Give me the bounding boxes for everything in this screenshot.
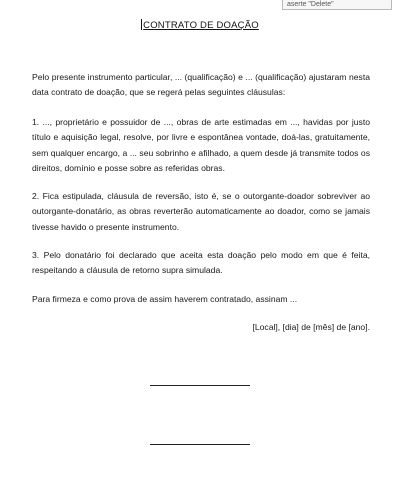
signature-line <box>150 385 250 386</box>
clause-1-paragraph[interactable]: 1. ..., proprietário e possuidor de ..., obras de arte estimadas em ..., havidas por justo título e aquisição legal, resolve, por livre e espontânea vontade, doá-las, gratuitamente, sem qualquer encargo, a ... seu sobrinho e afilhado, a quem desde já transmite todos os direitos, domínio e posse sobre as referidas obras. <box>32 117 370 174</box>
document-title-text: CONTRATO DE DOAÇÃO <box>143 20 259 31</box>
place-date-line[interactable]: [Local], [dia] de [mês] de [ano]. <box>252 322 370 332</box>
signature-line <box>150 444 250 445</box>
margin-comment-line: aserte "Delete" <box>287 1 334 8</box>
document-title[interactable] <box>0 19 400 31</box>
clause-3-paragraph[interactable]: 3. Pelo donatário foi declarado que aceita esta doação pelo modo em que é feita, respeitando a cláusula de retorno supra simulada. <box>32 250 370 276</box>
text-cursor <box>141 19 142 30</box>
clause-2-paragraph[interactable]: 2. Fica estipulada, cláusula de reversão, isto é, se o outorgante-doador sobreviver ao outorgante-donatário, as obras reverterão automaticamente ao doador, como se jamais tivesse havido o presente instrumento. <box>32 191 370 232</box>
margin-comment[interactable] <box>282 0 392 10</box>
intro-paragraph[interactable]: Pelo presente instrumento particular, ... (qualificação) e ... (qualificação) ajustaram nesta data contrato de doação, que se regerá pelas seguintes cláusulas: <box>32 72 370 98</box>
closing-paragraph[interactable]: Para firmeza e como prova de assim haverem contratado, assinam ... <box>32 294 298 304</box>
